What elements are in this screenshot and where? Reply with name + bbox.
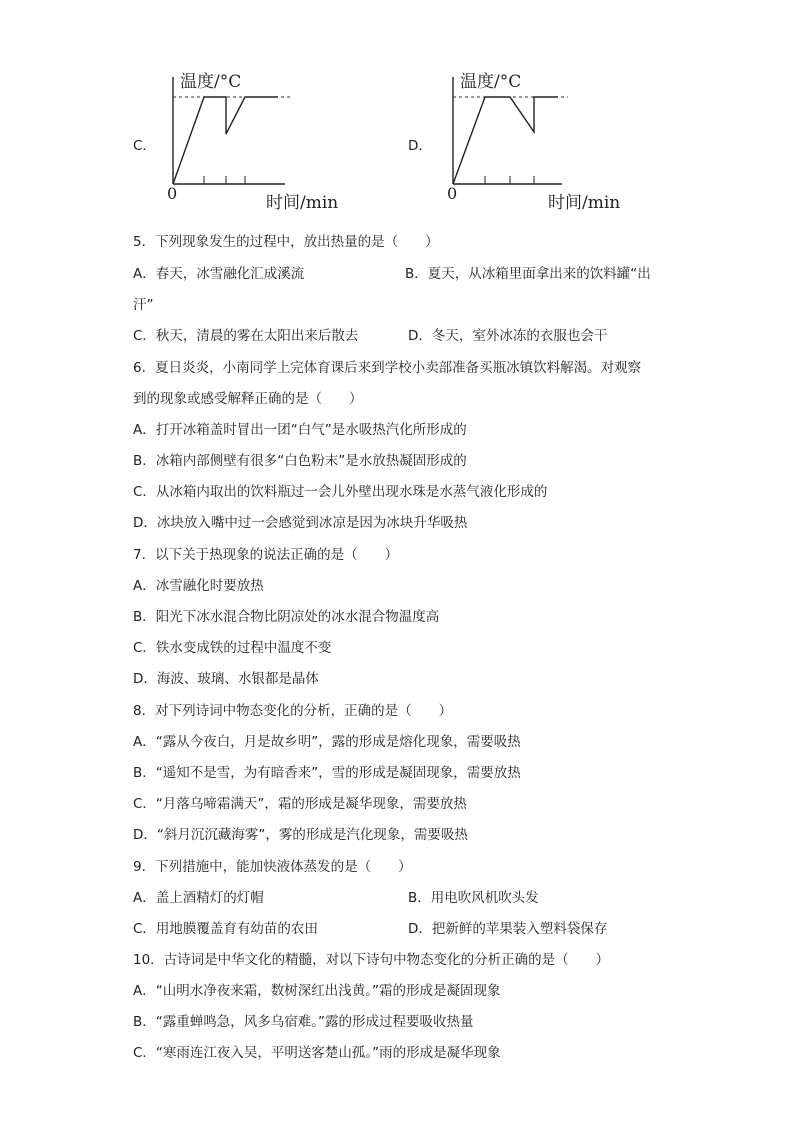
q6-option-b: B．冰箱内部侧壁有很多“白色粉末”是水放热凝固形成的 — [133, 453, 467, 469]
q5-option-a: A．春天，冰雪融化汇成溪流 — [133, 266, 305, 282]
q5-option-b-continued: 汗” — [133, 297, 154, 313]
q9-option-d: D．把新鲜的苹果装入塑料袋保存 — [408, 921, 608, 937]
q6-option-a: A．打开冰箱盖时冒出一团“白气”是水吸热汽化所形成的 — [133, 422, 467, 438]
q6-option-c: C．从冰箱内取出的饮料瓶过一会儿外壁出现水珠是水蒸气液化形成的 — [133, 484, 548, 500]
q10-option-b: B．“露重蝉鸣急，风多乌宿难。”露的形成过程要吸收热量 — [133, 1014, 474, 1030]
question-6-stem: 6．夏日炎炎，小南同学上完体育课后来到学校小卖部准备买瓶冰镇饮料解渴。对观察 — [133, 360, 642, 376]
q9-option-c: C．用地膜覆盖育有幼苗的农田 — [133, 921, 318, 937]
q8-option-c: C．“月落乌啼霜满天”，霜的形成是凝华现象，需要放热 — [133, 796, 467, 812]
question-7-stem: 7．以下关于热现象的说法正确的是（ ） — [133, 547, 399, 563]
graph-d-origin: 0 — [447, 184, 458, 203]
question-10-stem: 10．古诗词是中华文化的精髓，对以下诗句中物态变化的分析正确的是（ ） — [133, 952, 610, 968]
option-c-label: C． — [133, 138, 156, 154]
graph-c-ylabel: 温度/°C — [180, 72, 242, 92]
q10-option-a: A．“山明水净夜来霜，数树深红出浅黄。”霜的形成是凝固现象 — [133, 983, 501, 999]
graph-d-ylabel: 温度/°C — [460, 72, 522, 92]
q9-option-b: B．用电吹风机吹头发 — [408, 890, 539, 906]
graph-c-origin: 0 — [167, 184, 178, 203]
q7-option-b: B．阳光下冰水混合物比阴凉处的冰水混合物温度高 — [133, 609, 440, 625]
q5-option-b: B．夏天，从冰箱里面拿出来的饮料罐“出 — [405, 266, 651, 282]
question-6-stem-continued: 到的现象或感受解释正确的是（ ） — [133, 391, 363, 407]
q7-option-d: D．海波、玻璃、水银都是晶体 — [133, 671, 319, 687]
q5-option-c: C．秋天，清晨的雾在太阳出来后散去 — [133, 328, 359, 344]
graph-d — [440, 62, 640, 217]
question-8-stem: 8．对下列诗词中物态变化的分析，正确的是（ ） — [133, 703, 453, 719]
graph-c — [160, 62, 360, 217]
q8-option-d: D．“斜月沉沉藏海雾”，雾的形成是汽化现象，需要吸热 — [133, 827, 468, 843]
q8-option-b: B．“遥知不是雪，为有暗香来”，雪的形成是凝固现象，需要放热 — [133, 765, 521, 781]
question-5-stem: 5．下列现象发生的过程中，放出热量的是（ ） — [133, 234, 439, 250]
q8-option-a: A．“露从今夜白，月是故乡明”，露的形成是熔化现象，需要吸热 — [133, 734, 521, 750]
question-9-stem: 9．下列措施中，能加快液体蒸发的是（ ） — [133, 859, 412, 875]
option-d-label: D． — [408, 138, 432, 154]
q6-option-d: D．冰块放入嘴中过一会感觉到冰凉是因为冰块升华吸热 — [133, 515, 468, 531]
q5-option-d: D．冬天，室外冰冻的衣服也会干 — [408, 328, 608, 344]
graph-d-xlabel: 时间/min — [548, 193, 621, 213]
q9-option-a: A．盖上酒精灯的灯帽 — [133, 890, 264, 906]
q7-option-c: C．铁水变成铁的过程中温度不变 — [133, 640, 332, 656]
q7-option-a: A．冰雪融化时要放热 — [133, 578, 264, 594]
graph-c-xlabel: 时间/min — [266, 193, 339, 213]
q10-option-c: C．“寒雨连江夜入吴，平明送客楚山孤。”雨的形成是凝华现象 — [133, 1045, 501, 1061]
